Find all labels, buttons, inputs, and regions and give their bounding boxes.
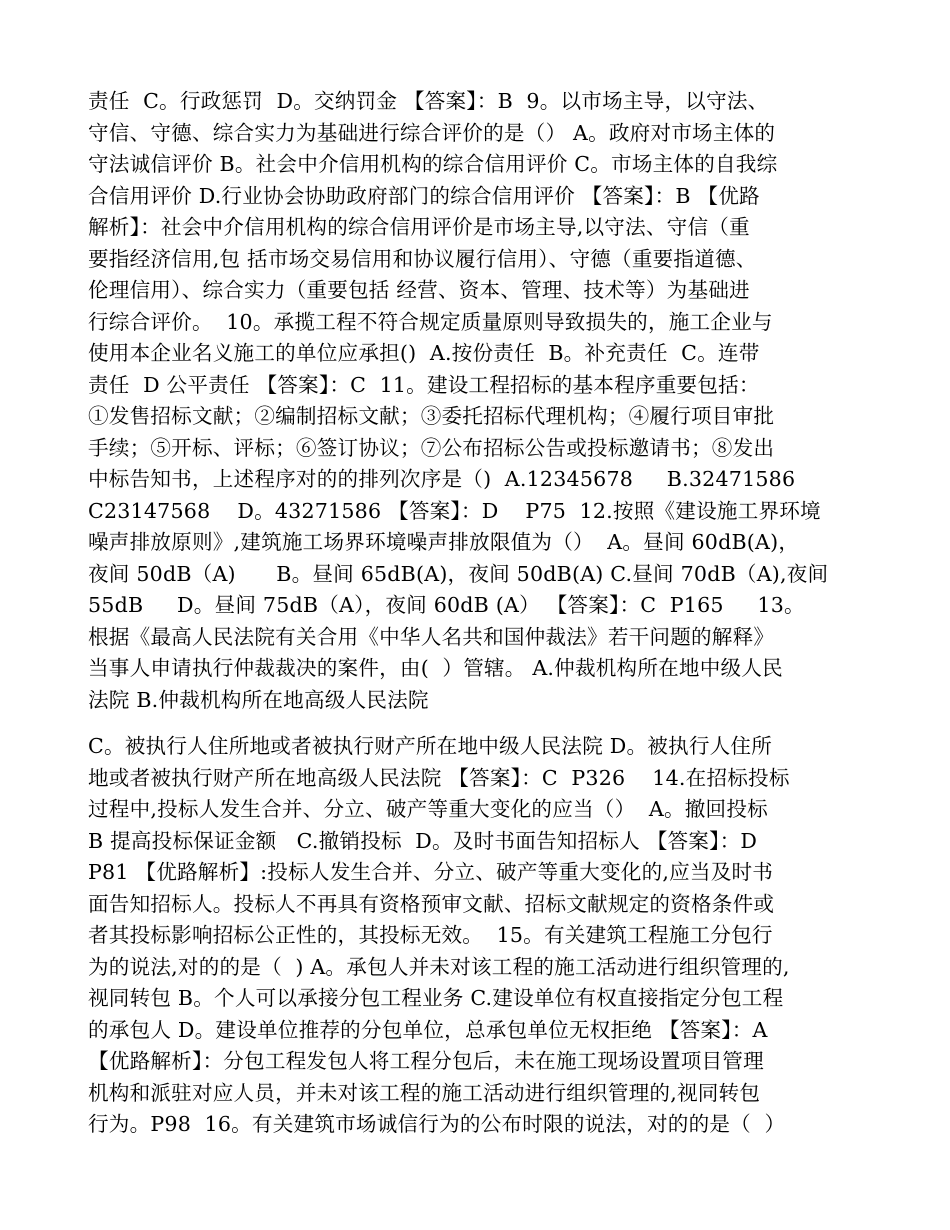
text-line: 55dB D。昼间 75dB（A），夜间 60dB (A） 【答案】：C P165 13。	[88, 593, 805, 617]
text-line: 【优路解析】：分包工程发包人将工程分包后，未在施工现场设置项目管理	[88, 1049, 764, 1073]
text-line: 地或者被执行财产所在地高级人民法院 【答案】：C P326 14.在招标投标	[88, 765, 790, 790]
text-line: 中标告知书，上述程序对的的排列次序是（) A.12345678 B.32471586	[88, 467, 796, 491]
text-line: 要指经济信用,包 括市场交易信用和协议履行信用）、守德（重要指道德、	[88, 246, 757, 271]
text-line: 手续；⑤开标、评标；⑥签订协议；⑦公布招标公告或投标邀请书；⑧发出	[88, 435, 775, 460]
document-page	[88, 86, 878, 1141]
text-line: C。被执行人住所地或者被执行财产所在地中级人民法院 D。被执行人住所	[88, 734, 773, 758]
text-line: 过程中,投标人发生合并、分立、破产等重大变化的应当（） A。撤回投标	[88, 797, 768, 821]
text-line: P81 【优路解析】:投标人发生合并、分立、破产等重大变化的,应当及时书	[88, 860, 774, 884]
text-line: 守法诚信评价 B。社会中介信用机构的综合信用评价 C。市场主体的自我综	[88, 152, 778, 176]
text-line: 行综合评价。 10。承揽工程不符合规定质量原则导致损失的，施工企业与	[88, 309, 773, 334]
paragraph-1	[88, 86, 878, 716]
text-line: B 提高投标保证金额 C.撤销投标 D。及时书面告知招标人 【答案】：D	[88, 828, 758, 853]
text-line: 噪声排放原则》,建筑施工场界环境噪声排放限值为（） A。昼间 60dB(A)，	[88, 530, 800, 554]
text-line: 解析】：社会中介信用机构的综合信用评价是市场主导,以守法、守信（重	[88, 215, 750, 239]
text-line: 合信用评价 D.行业协会协助政府部门的综合信用评价 【答案】：B 【优路	[88, 183, 760, 208]
text-line: 行为。P98 16。有关建筑市场诚信行为的公布时限的说法，对的的是（ ）	[88, 1112, 786, 1136]
text-line: ①发售招标文献；②编制招标文献；③委托招标代理机构；④履行项目审批	[88, 404, 775, 428]
text-line: 责任 C。行政惩罚 D。交纳罚金 【答案】：B 9。以市场主导，以守法、	[88, 89, 769, 113]
text-line: 视同转包 B。个人可以承接分包工程业务 C.建设单位有权直接指定分包工程	[88, 986, 784, 1010]
text-line: 守信、守德、综合实力为基础进行综合评价的是（） A。政府对市场主体的	[88, 120, 776, 145]
text-line: 为的说法,对的的是（ ) A。承包人并未对该工程的施工活动进行组织管理的,	[88, 954, 790, 979]
text-line: 者其投标影响招标公正性的，其投标无效。 15。有关建筑工程施工分包行	[88, 923, 773, 947]
text-line: 面告知招标人。投标人不再具有资格预审文献、招标文献规定的资格条件或	[88, 891, 775, 916]
text-line: 机构和派驻对应人员，并未对该工程的施工活动进行组织管理的,视同转包	[88, 1080, 761, 1105]
paragraph-spacer	[88, 716, 878, 731]
text-line: 责任 D 公平责任 【答案】：C 11。建设工程招标的基本程序重要包括：	[88, 372, 760, 397]
text-line: C23147568 D。43271586 【答案】：D P75 12.按照《建设施工界环境	[88, 498, 821, 523]
text-line: 法院 B.仲裁机构所在地高级人民法院	[88, 687, 429, 712]
text-line: 根据《最高人民法院有关合用《中华人名共和国仲裁法》若干问题的解释》	[88, 624, 775, 649]
text-line: 的承包人 D。建设单位推荐的分包单位，总承包单位无权拒绝 【答案】：A	[88, 1017, 768, 1042]
text-line: 当事人申请执行仲裁裁决的案件，由( ）管辖。 A.仲裁机构所在地中级人民	[88, 656, 783, 680]
paragraph-2	[88, 731, 878, 1141]
text-line: 伦理信用）、综合实力（重要包括 经营、资本、管理、技术等）为基础进	[88, 278, 750, 302]
text-line: 使用本企业名义施工的单位应承担() A.按份责任 B。补充责任 C。连带	[88, 341, 760, 365]
text-line: 夜间 50dB（A) B。昼间 65dB(A)，夜间 50dB(A) C.昼间 70dB（A),夜间	[88, 561, 829, 586]
